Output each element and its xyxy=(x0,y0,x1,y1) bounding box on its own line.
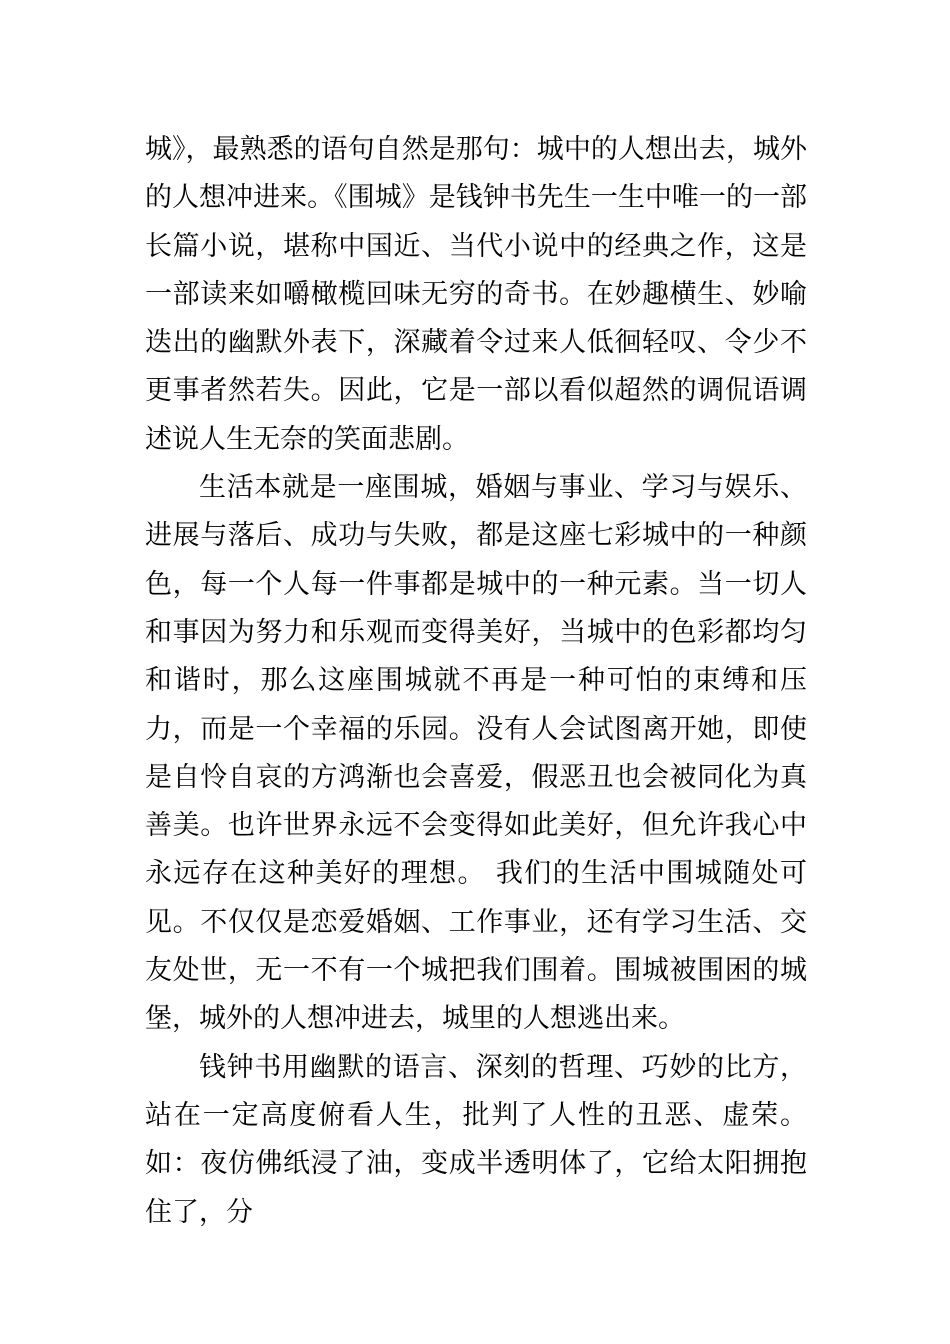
paragraph-2: 生活本就是一座围城，婚姻与事业、学习与娱乐、进展与落后、成功与失败，都是这座七彩城中的一种颜色，每一个人每一件事都是城中的一种元素。当一切人和事因为努力和乐观而变得美好，当城中的色彩都均匀和谐时，那么这座围城就不再是一种可怕的束缚和压力，而是一个幸福的乐园。没有人会试图离开她，即使是自怜自哀的方鸿渐也会喜爱，假恶丑也会被同化为真善美。也许世界永远不会变得如此美好，但允许我心中永远存在这种美好的理想。 我们的生活中围城随处可见。不仅仅是恋爱婚姻、工作事业，还有学习生活、交友处世，无一不有一个城把我们围着。围城被围困的城堡，城外的人想冲进去，城里的人想逃出来。 xyxy=(145,472,807,1035)
document-body xyxy=(145,126,807,1237)
paragraph-3: 钱钟书用幽默的语言、深刻的哲理、巧妙的比方，站在一定高度俯看人生，批判了人性的丑恶、虚荣。如：夜仿佛纸浸了油，变成半透明体了，它给太阳拥抱住了，分 xyxy=(145,1051,807,1228)
paragraph-1: 城》，最熟悉的语句自然是那句：城中的人想出去，城外的人想冲进来。《围城》是钱钟书先生一生中唯一的一部长篇小说，堪称中国近、当代小说中的经典之作，这是一部读来如嚼橄榄回味无穷的奇书。在妙趣横生、妙喻迭出的幽默外表下，深藏着令过来人低徊轻叹、令少不更事者然若失。因此，它是一部以看似超然的调侃语调述说人生无奈的笑面悲剧。 xyxy=(145,134,807,455)
